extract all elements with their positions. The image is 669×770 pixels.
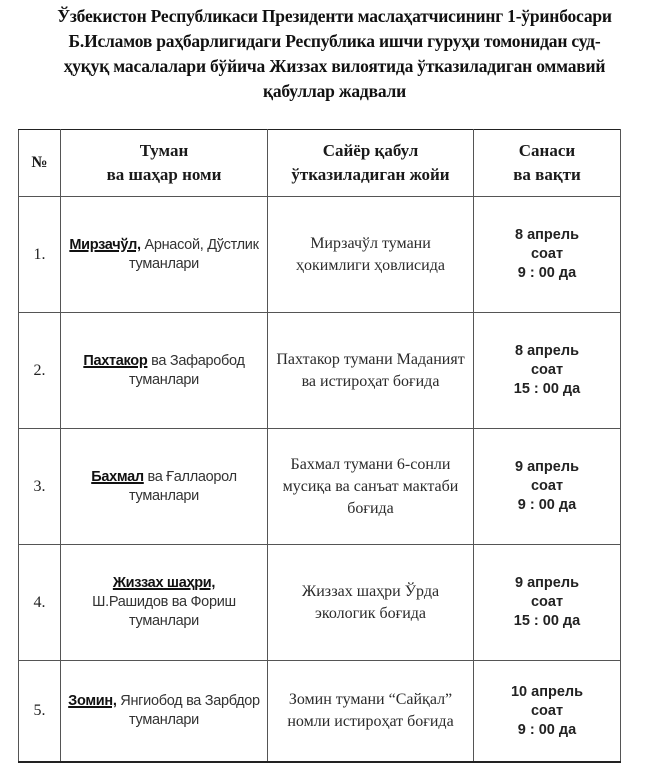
row-datetime	[474, 197, 621, 313]
row-time: 9 : 00 да	[517, 497, 577, 513]
row-date: 9 апрель	[515, 459, 579, 475]
table-row	[19, 661, 621, 763]
row-date: 8 апрель	[515, 227, 579, 243]
table-header-row	[19, 130, 621, 197]
row-time: 9 : 00 да	[517, 721, 577, 738]
district-rest: Янгиобод ва Зарбдор туманлари	[116, 693, 260, 728]
header-district	[61, 130, 268, 197]
header-district-line2: ва шаҳар номи	[106, 165, 222, 184]
row-date: 8 апрель	[515, 343, 579, 359]
district-rest: ва Ғаллаорол туманлари	[129, 468, 237, 504]
title-line: қабуллар жадвали	[262, 81, 407, 101]
header-place-line1: Сайёр қабул	[322, 141, 419, 160]
row-time: 9 : 00 да	[517, 265, 577, 281]
row-number: 4.	[19, 545, 61, 661]
row-place: Зомин тумани “Сайқал” номли истироҳат боғида	[268, 661, 474, 763]
row-district	[61, 429, 268, 545]
table-row	[19, 545, 621, 661]
district-main: Жиззах шаҳри,	[112, 575, 216, 591]
header-date-line1: Санаси	[518, 141, 576, 160]
district-rest: Арнасой, Дўстлик туманлари	[129, 236, 259, 272]
document-title	[0, 4, 669, 104]
row-district	[61, 313, 268, 429]
header-place-line2: ўтказиладиган жойи	[291, 165, 450, 184]
row-number: 3.	[19, 429, 61, 545]
district-main: Бахмал	[91, 468, 144, 485]
row-datetime	[474, 429, 621, 545]
title-line: ҳуқуқ масалалари бўйича Жиззах вилоятида ўтказиладиган оммавий	[63, 56, 606, 76]
schedule-table	[18, 129, 621, 763]
header-number: №	[19, 130, 61, 197]
district-rest: ва Зафаробод туманлари	[129, 352, 245, 388]
row-time: 15 : 00 да	[513, 381, 581, 397]
table-row	[19, 313, 621, 429]
row-number: 1.	[19, 197, 61, 313]
district-main: Мирзачўл,	[69, 236, 141, 253]
header-place	[268, 130, 474, 197]
row-time-label: соат	[530, 702, 564, 719]
row-datetime	[474, 313, 621, 429]
table-row	[19, 197, 621, 313]
row-place: Жиззах шаҳри Ўрда экологик боғида	[268, 545, 474, 661]
row-district	[61, 197, 268, 313]
table-row	[19, 429, 621, 545]
row-datetime	[474, 661, 621, 763]
row-place: Бахмал тумани 6-сонли мусиқа ва санъат мактаби боғида	[268, 429, 474, 545]
row-number: 5.	[19, 661, 61, 763]
row-district	[61, 545, 268, 661]
row-date: 10 апрель	[510, 683, 584, 700]
row-time: 15 : 00 да	[513, 613, 581, 629]
row-date: 9 апрель	[515, 575, 579, 591]
district-main: Зомин,	[68, 693, 117, 709]
header-date	[474, 130, 621, 197]
title-line: Б.Исламов раҳбарлигидаги Республика ишчи гуруҳи томонидан суд-	[68, 31, 601, 51]
district-rest: Ш.Рашидов ва Фориш туманлари	[92, 594, 236, 629]
row-place: Пахтакор тумани Маданият ва истироҳат боғида	[268, 313, 474, 429]
row-number: 2.	[19, 313, 61, 429]
row-time-label: соат	[530, 594, 564, 610]
row-datetime	[474, 545, 621, 661]
row-time-label: соат	[530, 478, 564, 494]
district-main: Пахтакор	[83, 352, 148, 369]
title-line: Ўзбекистон Республикаси Президенти маслаҳатчисининг 1-ўринбосари	[57, 6, 612, 26]
row-time-label: соат	[530, 246, 564, 262]
row-time-label: соат	[530, 362, 564, 378]
header-date-line2: ва вақти	[513, 165, 581, 184]
row-district	[61, 661, 268, 763]
row-place: Мирзачўл тумани ҳокимлиги ҳовлисида	[268, 197, 474, 313]
header-district-line1: Туман	[139, 141, 189, 160]
